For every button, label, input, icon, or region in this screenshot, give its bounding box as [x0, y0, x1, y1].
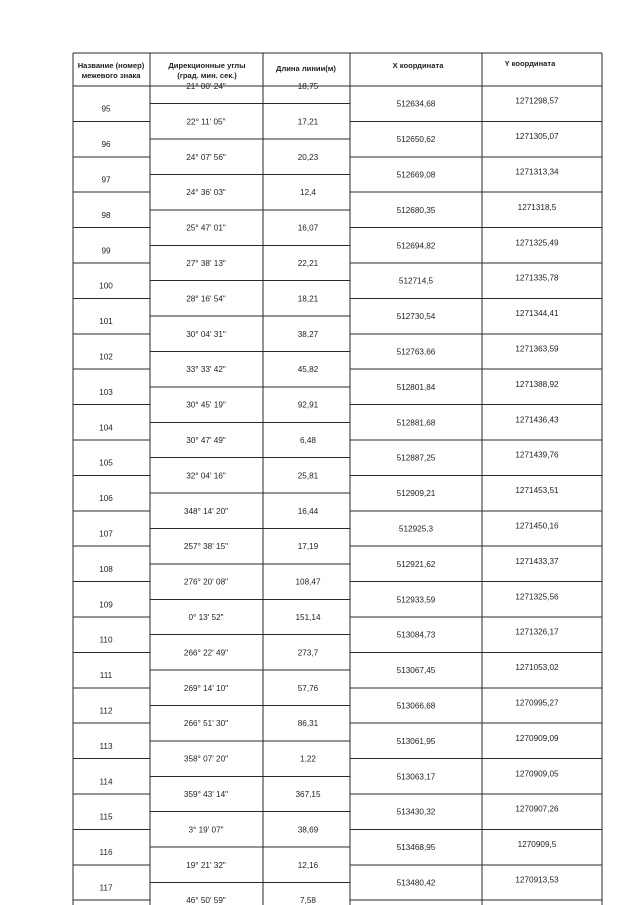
line-length: 38,69 — [297, 825, 319, 835]
direction-angle: 276° 20' 08" — [183, 577, 229, 587]
line-length: 6,48 — [300, 436, 316, 445]
line-length: 7,58 — [300, 896, 316, 905]
boundary-marker-name: 100 — [99, 281, 113, 291]
line-length: 20,23 — [297, 152, 319, 162]
line-length: 273,7 — [297, 648, 319, 658]
boundary-marker-name: 97 — [101, 175, 111, 185]
boundary-marker-name: 112 — [99, 706, 113, 716]
direction-angle: 28° 16' 54" — [186, 294, 226, 304]
y-coordinate: 1270909,05 — [515, 769, 559, 779]
line-length: 38,27 — [297, 329, 319, 339]
x-coordinate: 512714,5 — [398, 276, 434, 286]
direction-angle: 359° 43' 14" — [183, 790, 229, 799]
boundary-marker-name: 106 — [99, 494, 113, 504]
y-coordinate: 1271335,78 — [515, 273, 559, 283]
y-coordinate: 1270909,5 — [517, 840, 557, 850]
direction-angle: 266° 22' 49" — [183, 648, 229, 658]
y-coordinate: 1271344,41 — [515, 309, 559, 319]
header-y-coordinate: Y координата — [504, 59, 556, 68]
boundary-marker-name: 107 — [99, 529, 113, 539]
x-coordinate: 512881,68 — [396, 418, 436, 428]
y-coordinate: 1271388,92 — [515, 379, 559, 389]
boundary-marker-name: 98 — [101, 210, 111, 220]
y-coordinate: 1271363,59 — [515, 344, 559, 354]
line-length: 151,14 — [295, 613, 321, 622]
direction-angle: 33° 33' 42" — [186, 365, 226, 375]
boundary-marker-name: 99 — [101, 246, 111, 256]
direction-angle: 0° 13' 52" — [188, 613, 224, 622]
header-name-line1: Название (номер) — [77, 61, 145, 70]
boundary-marker-name: 101 — [99, 317, 113, 327]
y-coordinate: 1271450,16 — [515, 521, 559, 531]
direction-angle: 30° 45' 19" — [186, 400, 226, 410]
direction-angle: 24° 07' 56" — [186, 152, 226, 162]
direction-angle: 32° 04' 16" — [186, 471, 226, 481]
line-length: 45,82 — [297, 365, 319, 375]
direction-angle: 27° 38' 13" — [186, 259, 226, 268]
x-coordinate: 512801,84 — [396, 382, 436, 392]
x-coordinate: 513067,45 — [396, 666, 436, 676]
line-length: 367,15 — [295, 790, 321, 799]
header-x-coordinate: X координата — [392, 61, 444, 70]
x-coordinate: 512887,25 — [396, 453, 436, 463]
x-coordinate: 513063,17 — [396, 772, 436, 782]
direction-angle: 358° 07' 20" — [183, 754, 229, 764]
y-coordinate: 1270995,27 — [515, 698, 559, 708]
x-coordinate: 513430,32 — [396, 807, 436, 817]
x-coordinate: 513061,95 — [396, 736, 436, 746]
header-name-line2: межевого знака — [81, 71, 141, 80]
x-coordinate: 512694,82 — [396, 241, 436, 251]
y-coordinate: 1271053,02 — [515, 663, 559, 673]
boundary-marker-name: 113 — [99, 741, 113, 751]
line-length: 108,47 — [295, 577, 321, 587]
direction-angle: 348° 14' 20" — [183, 506, 229, 516]
x-coordinate: 512650,62 — [396, 135, 436, 145]
boundary-marker-name: 102 — [99, 352, 113, 362]
y-coordinate: 1271298,57 — [515, 96, 559, 106]
boundary-marker-name: 105 — [99, 458, 113, 468]
direction-angle: 21° 00' 24" — [186, 82, 226, 91]
x-coordinate: 512634,68 — [396, 99, 436, 109]
direction-angle: 257° 38' 15" — [183, 542, 229, 552]
y-coordinate: 1271325,49 — [515, 238, 559, 248]
direction-angle: 266° 51' 30" — [183, 719, 229, 729]
direction-angle: 24° 36' 03" — [186, 188, 226, 198]
direction-angle: 19° 21' 32" — [186, 860, 226, 870]
boundary-marker-name: 104 — [99, 423, 113, 433]
x-coordinate: 513480,42 — [396, 878, 436, 888]
line-length: 25,81 — [297, 471, 319, 481]
boundary-marker-name: 116 — [99, 848, 113, 858]
x-coordinate: 512669,08 — [396, 170, 436, 180]
x-coordinate: 513084,73 — [396, 630, 436, 640]
line-length: 18,21 — [297, 294, 319, 304]
x-coordinate: 513066,68 — [396, 701, 436, 711]
x-coordinate: 512730,54 — [396, 312, 436, 322]
line-length: 92,91 — [297, 400, 319, 410]
direction-angle: 22° 11' 05" — [186, 117, 226, 127]
x-coordinate: 512680,35 — [396, 205, 436, 215]
direction-angle: 25° 47' 01" — [186, 223, 226, 233]
y-coordinate: 1271313,34 — [515, 167, 559, 177]
y-coordinate: 1271326,17 — [515, 627, 559, 637]
boundary-marker-name: 110 — [99, 635, 113, 645]
x-coordinate: 512909,21 — [396, 489, 436, 499]
x-coordinate: 512933,59 — [396, 595, 436, 605]
line-length: 16,07 — [297, 223, 319, 233]
boundary-marker-name: 114 — [99, 777, 113, 787]
direction-angle: 46° 50' 59" — [186, 896, 226, 905]
boundary-marker-name: 96 — [101, 140, 111, 150]
boundary-marker-name: 95 — [101, 104, 111, 114]
y-coordinate: 1271453,51 — [515, 486, 559, 496]
direction-angle: 3° 19' 07" — [188, 825, 224, 835]
y-coordinate: 1271318,5 — [517, 202, 557, 212]
y-coordinate: 1271439,76 — [515, 450, 559, 460]
line-length: 12,4 — [300, 188, 316, 198]
line-length: 17,21 — [297, 117, 319, 127]
line-length: 22,21 — [297, 259, 319, 268]
direction-angle: 30° 04' 31" — [186, 329, 226, 339]
y-coordinate: 1271305,07 — [515, 132, 559, 142]
y-coordinate: 1271433,37 — [515, 556, 559, 566]
line-length: 57,76 — [297, 683, 319, 693]
boundary-marker-name: 111 — [99, 671, 113, 681]
direction-angle: 30° 47' 49" — [186, 436, 226, 445]
header-angle-line1: Дирекционные углы — [168, 61, 246, 70]
y-coordinate: 1271325,56 — [515, 592, 559, 602]
line-length: 17,19 — [297, 542, 319, 552]
boundary-marker-name: 115 — [99, 812, 113, 822]
x-coordinate: 513468,95 — [396, 843, 436, 853]
header-length: Длина линии(м) — [276, 64, 336, 73]
boundary-marker-name: 109 — [99, 600, 113, 610]
table-header — [78, 59, 556, 80]
header-angle-line2: (град. мин. сек.) — [177, 71, 237, 80]
direction-angle: 269° 14' 10" — [183, 683, 229, 693]
y-coordinate: 1271436,43 — [515, 415, 559, 425]
boundary-marker-name: 103 — [99, 387, 113, 397]
x-coordinate: 512921,62 — [396, 559, 436, 569]
y-coordinate: 1270909,09 — [515, 733, 559, 743]
x-coordinate: 512763,66 — [396, 347, 436, 357]
y-coordinate: 1270913,53 — [515, 875, 559, 885]
y-coordinate: 1270907,26 — [515, 804, 559, 814]
x-coordinate: 512925,3 — [398, 524, 434, 534]
line-length: 18,75 — [297, 82, 319, 91]
line-length: 16,44 — [297, 506, 319, 516]
boundary-marker-name: 117 — [99, 883, 113, 893]
boundary-marker-name: 108 — [99, 564, 113, 574]
line-length: 1,22 — [300, 754, 316, 764]
line-length: 86,31 — [297, 719, 319, 729]
line-length: 12,16 — [297, 860, 319, 870]
